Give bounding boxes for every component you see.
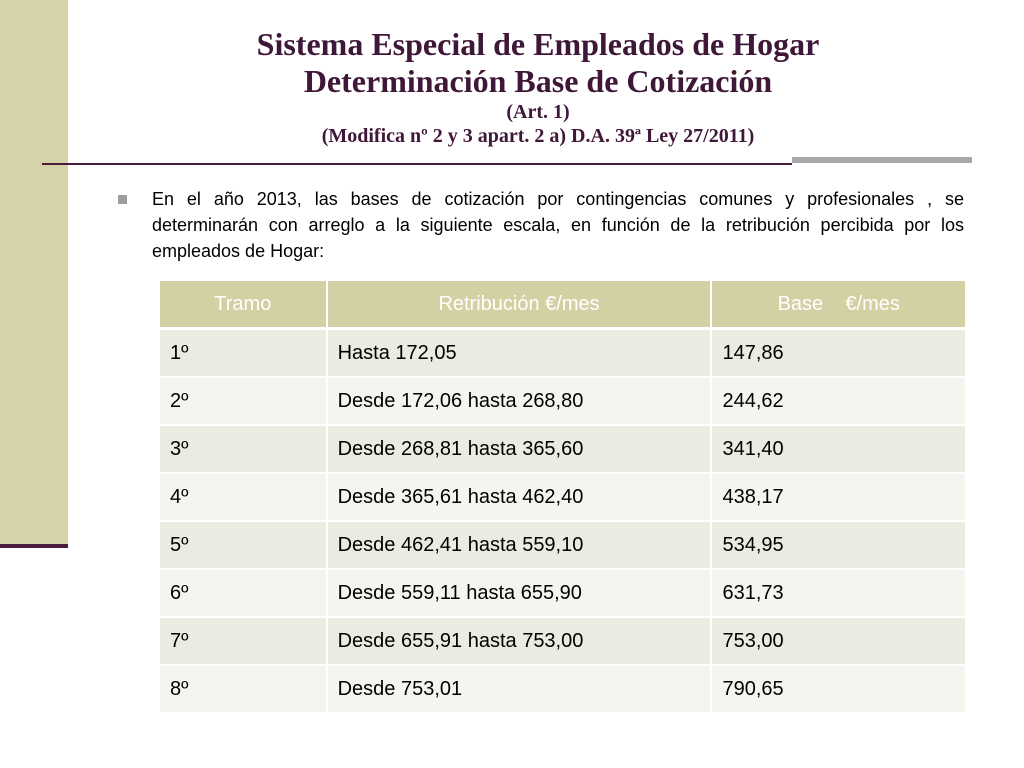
table-row	[160, 329, 965, 378]
table-row	[160, 377, 965, 425]
title-underline	[42, 163, 792, 165]
square-bullet-icon	[118, 195, 127, 204]
cell-tramo: 2º	[160, 377, 327, 425]
table-row	[160, 665, 965, 713]
title-line-2: Determinación Base de Cotización	[303, 63, 773, 99]
table-header-row	[160, 281, 965, 329]
title-reference: (Modifica nº 2 y 3 apart. 2 a) D.A. 39ª Ley 27/2011)	[321, 125, 755, 147]
cell-retribucion: Desde 365,61 hasta 462,40	[327, 473, 712, 521]
header-retribucion: Retribución €/mes	[327, 281, 712, 329]
cell-base: 753,00	[711, 617, 965, 665]
header-tramo: Tramo	[160, 281, 327, 329]
slide-title	[100, 26, 976, 148]
decorative-side-rule	[0, 544, 68, 548]
cell-base: 790,65	[711, 665, 965, 713]
cell-tramo: 8º	[160, 665, 327, 713]
table-row	[160, 521, 965, 569]
table-row	[160, 617, 965, 665]
cell-tramo: 6º	[160, 569, 327, 617]
cell-base: 631,73	[711, 569, 965, 617]
cell-retribucion: Desde 559,11 hasta 655,90	[327, 569, 712, 617]
header-base: Base €/mes	[711, 281, 965, 329]
cell-retribucion: Desde 655,91 hasta 753,00	[327, 617, 712, 665]
table-row	[160, 473, 965, 521]
cell-tramo: 1º	[160, 329, 327, 378]
decorative-side-band	[0, 0, 68, 544]
cell-retribucion: Desde 753,01	[327, 665, 712, 713]
cell-retribucion: Desde 268,81 hasta 365,60	[327, 425, 712, 473]
bullet-item	[118, 186, 964, 264]
title-accent-bar	[792, 157, 972, 163]
cell-base: 244,62	[711, 377, 965, 425]
cell-retribucion: Desde 462,41 hasta 559,10	[327, 521, 712, 569]
cell-retribucion: Desde 172,06 hasta 268,80	[327, 377, 712, 425]
title-line-1: Sistema Especial de Empleados de Hogar	[256, 26, 820, 62]
cell-retribucion: Hasta 172,05	[327, 329, 712, 378]
cell-tramo: 5º	[160, 521, 327, 569]
table-row	[160, 425, 965, 473]
cell-tramo: 7º	[160, 617, 327, 665]
bullet-text: En el año 2013, las bases de cotización por contingencias comunes y profesionales , se determinarán con arreglo a la siguiente escala, en función de la retribución percibida por los empleados de Hogar:	[152, 189, 964, 261]
cell-base: 341,40	[711, 425, 965, 473]
contribution-base-table	[160, 281, 965, 714]
cell-base: 438,17	[711, 473, 965, 521]
cell-base: 534,95	[711, 521, 965, 569]
cell-tramo: 3º	[160, 425, 327, 473]
cell-tramo: 4º	[160, 473, 327, 521]
table-row	[160, 569, 965, 617]
title-article: (Art. 1)	[506, 101, 570, 123]
cell-base: 147,86	[711, 329, 965, 378]
